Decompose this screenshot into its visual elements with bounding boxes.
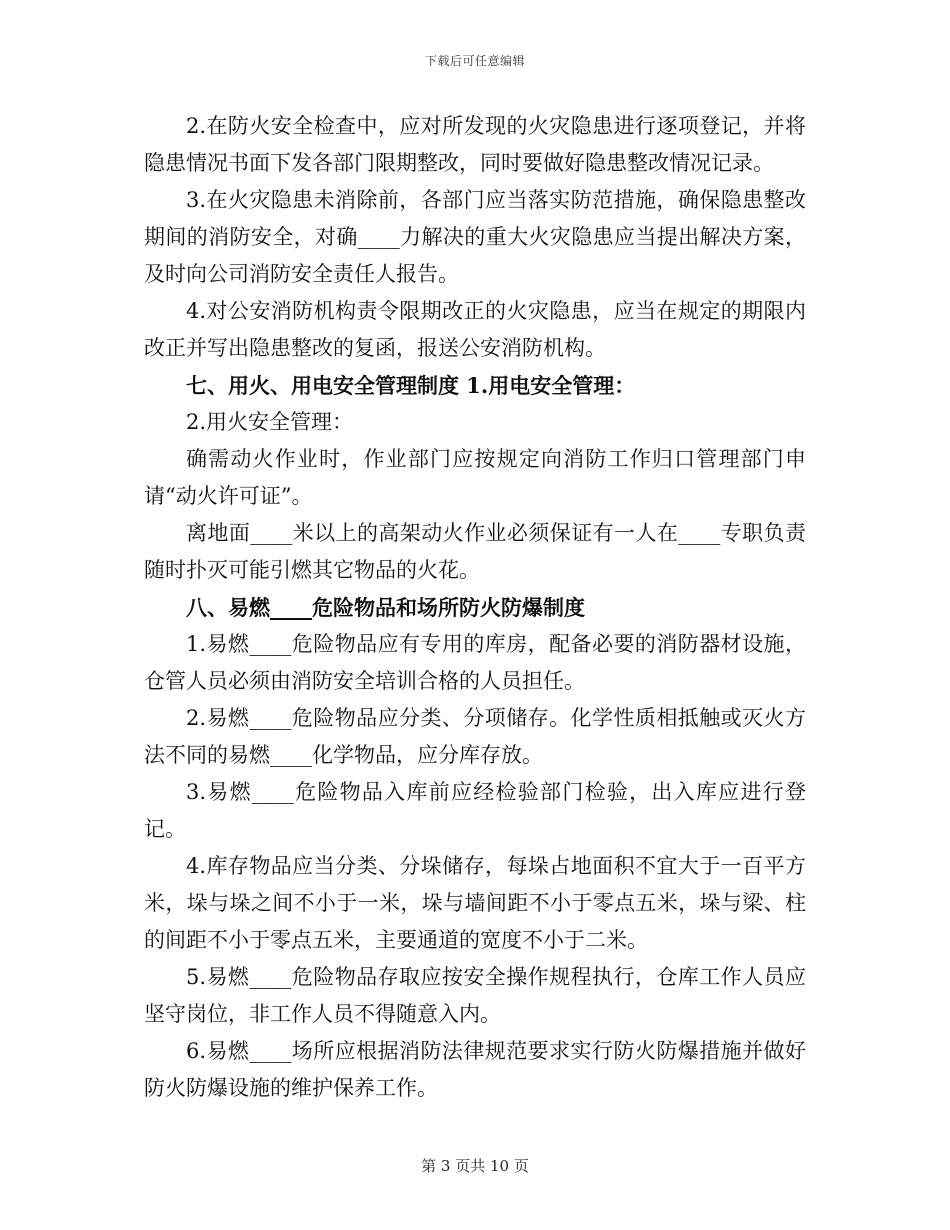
paragraph-item-4-rectification: 4.对公安消防机构责令限期改正的火灾隐患，应当在规定的期限内改正并写出隐患整改的复函，报送公安消防机构。 [144,299,806,360]
document-body [144,108,806,1107]
paragraph-hot-work-permit: 确需动火作业时，作业部门应按规定向消防工作归口管理部门申请“动火许可证”。 [144,447,806,508]
paragraph-flammable-2-classification: 2.易燃____危险物品应分类、分项储存。化学性质相抵触或灭火方法不同的易燃____化学物品，应分库存放。 [144,706,806,767]
section-heading-fire-electric-safety: 七、用火、用电安全管理制度 1.用电安全管理： [186,373,636,398]
paragraph-item-3-hazard-measures: 3.在火灾隐患未消除前，各部门应当落实防范措施，确保隐患整改期间的消防安全，对确____力解决的重大火灾隐患应当提出解决方案，及时向公司消防安全责任人报告。 [144,188,806,286]
section-heading-flammable-materials: 八、易燃____危险物品和场所防火防爆制度 [186,595,585,620]
paragraph-flammable-3-inspection: 3.易燃____危险物品入库前应经检验部门检验，出入库应进行登记。 [144,780,806,841]
paragraph-flammable-5-operation: 5.易燃____危险物品存取应按安全操作规程执行，仓库工作人员应坚守岗位，非工作人员不得随意入内。 [144,965,806,1026]
paragraph-elevated-hot-work: 离地面____米以上的高架动火作业必须保证有一人在____专职负责随时扑灭可能引燃其它物品的火花。 [144,521,806,582]
page-header: 下载后可任意编辑 [424,54,525,68]
paragraph-flammable-6-explosion-proof: 6.易燃____场所应根据消防法律规范要求实行防火防爆措施并做好防火防爆设施的维护保养工作。 [144,1039,806,1100]
paragraph-item-2-inspection: 2.在防火安全检查中，应对所发现的火灾隐患进行逐项登记，并将隐患情况书面下发各部门限期整改，同时要做好隐患整改情况记录。 [144,114,806,175]
page-number: 第 3 页共 10 页 [421,1157,529,1175]
paragraph-flammable-1-storage: 1.易燃____危险物品应有专用的库房，配备必要的消防器材设施，仓管人员必须由消防安全培训合格的人员担任。 [144,632,806,693]
paragraph-flammable-4-stacking: 4.库存物品应当分类、分垛储存，每垛占地面积不宜大于一百平方米，垛与垛之间不小于一米，垛与墙间距不小于零点五米，垛与梁、柱的间距不小于零点五米，主要通道的宽度不小于二米。 [144,854,806,952]
paragraph-fire-safety-management: 2.用火安全管理： [186,410,354,434]
